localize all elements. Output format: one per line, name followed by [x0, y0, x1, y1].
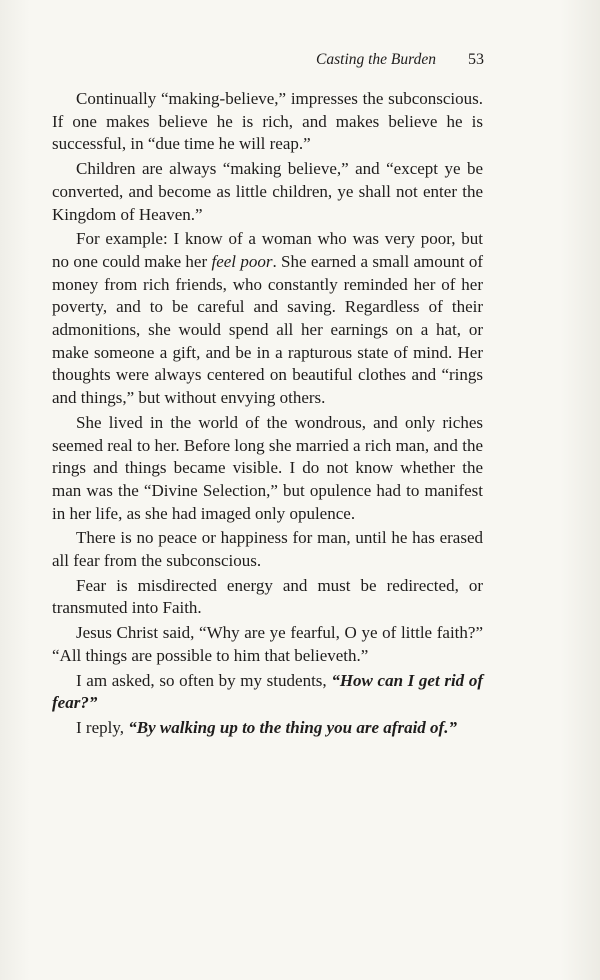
paragraph-7: Jesus Christ said, “Why are ye fearful, O ye of little faith?” “All things are possible to him that believeth.”	[52, 623, 483, 665]
paragraph-9-text: I reply,	[76, 717, 129, 737]
paragraph-8-text: I am asked, so often by my students,	[76, 670, 332, 690]
paragraph-3-emphasis: feel poor	[211, 251, 273, 271]
paragraph-3	[52, 228, 483, 410]
page-header	[316, 51, 484, 69]
paragraph-9-emphasis: “By walking up to the thing you are afraid of.”	[128, 717, 457, 737]
paragraph-3-text-a: For example: I know of a woman who was very poor, but no one could make her	[52, 229, 483, 271]
paragraph-2: Children are always “making believe,” and “except ye be converted, and become as little children, ye shall not enter the Kingdom of Heaven.”	[52, 159, 483, 224]
paragraph-8	[52, 670, 483, 715]
paragraph-5: There is no peace or happiness for man, until he has erased all fear from the subconscious.	[52, 528, 483, 571]
body-text	[52, 88, 483, 742]
paragraph-1: Continually “making-believe,” impresses the subconscious. If one makes believe he is rich, and makes believe he is successful, in “due time he will reap.”	[52, 89, 483, 154]
running-title: Casting the Burden	[316, 51, 436, 68]
paragraph-6: Fear is misdirected energy and must be redirected, or transmuted into Faith.	[52, 575, 483, 618]
paragraph-3-text-b: . She earned a small amount of money from rich friends, who constantly reminded her of her poverty, and to be careful and saving. Regardless of their admonitions, she would spend all her earnings on a hat, or make someone a gift, and be in a rapturous state of mind. Her thoughts were always centered on beautiful clothes and “rings and things,” but without envying others.	[52, 251, 483, 408]
paragraph-8-emphasis: “How can I get rid of fear?”	[52, 670, 483, 713]
paragraph-4: She lived in the world of the wondrous, and only riches seemed real to her. Before long she married a rich man, and the rings and things became visible. I do not know whether the man was the “Divine Selection,” but opulence had to manifest in her life, as she had imaged only opulence.	[52, 412, 483, 523]
page-number: 53	[468, 51, 484, 68]
paragraph-9	[52, 717, 483, 740]
